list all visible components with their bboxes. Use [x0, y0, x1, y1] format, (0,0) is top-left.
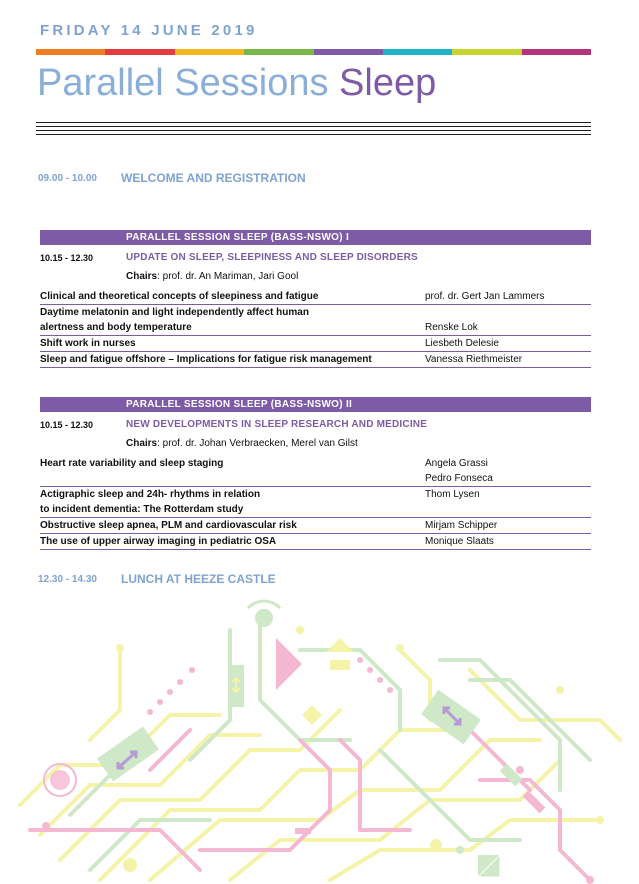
title-rules: [36, 122, 591, 138]
title-main: Parallel Sessions: [37, 62, 329, 104]
color-stripe: [36, 49, 591, 55]
session2-band: PARALLEL SESSION SLEEP (BASS-NSWO) II: [40, 397, 591, 412]
title-accent: Sleep: [339, 62, 437, 104]
lunch-time: 12.30 - 14.30: [38, 574, 97, 585]
welcome-label: WELCOME AND REGISTRATION: [121, 171, 306, 185]
welcome-time: 09.00 - 10.00: [38, 173, 97, 184]
session1-band: PARALLEL SESSION SLEEP (BASS-NSWO) I: [40, 230, 591, 245]
circuit-illustration: [0, 590, 639, 884]
table-row: Sleep and fatigue offshore – Implications for fatigue risk management Vanessa Riethmeister: [40, 352, 591, 368]
table-row: Clinical and theoretical concepts of sleepiness and fatigue prof. dr. Gert Jan Lammers: [40, 289, 591, 305]
session1-title: UPDATE ON SLEEP, SLEEPINESS AND SLEEP DISORDERS: [126, 252, 418, 263]
session2-talks: [40, 456, 591, 550]
session2-time: 10.15 - 12.30: [40, 420, 94, 430]
session2-title: NEW DEVELOPMENTS IN SLEEP RESEARCH AND MEDICINE: [126, 419, 428, 430]
lunch-label: LUNCH AT HEEZE CASTLE: [121, 572, 276, 586]
table-row: Obstructive sleep apnea, PLM and cardiovascular risk Mirjam Schipper: [40, 518, 591, 534]
table-row: Heart rate variability and sleep staging Angela Grassi Pedro Fonseca: [40, 456, 591, 487]
page-title: [37, 62, 436, 105]
table-row: Shift work in nurses Liesbeth Delesie: [40, 336, 591, 352]
table-row: The use of upper airway imaging in pediatric OSA Monique Slaats: [40, 534, 591, 550]
page-date: FRIDAY 14 JUNE 2019: [40, 22, 258, 39]
session2-chairs: Chairs: prof. dr. Johan Verbraecken, Merel van Gilst: [126, 438, 358, 449]
session1-chairs: Chairs: prof. dr. An Mariman, Jari Gool: [126, 271, 299, 282]
table-row: Daytime melatonin and light independently affect human alertness and body temperature Renske Lok: [40, 305, 591, 336]
session1-time: 10.15 - 12.30: [40, 253, 94, 263]
session1-talks: [40, 289, 591, 368]
table-row: Actigraphic sleep and 24h- rhythms in relation to incident dementia: The Rotterdam study Thom Lysen: [40, 487, 591, 518]
